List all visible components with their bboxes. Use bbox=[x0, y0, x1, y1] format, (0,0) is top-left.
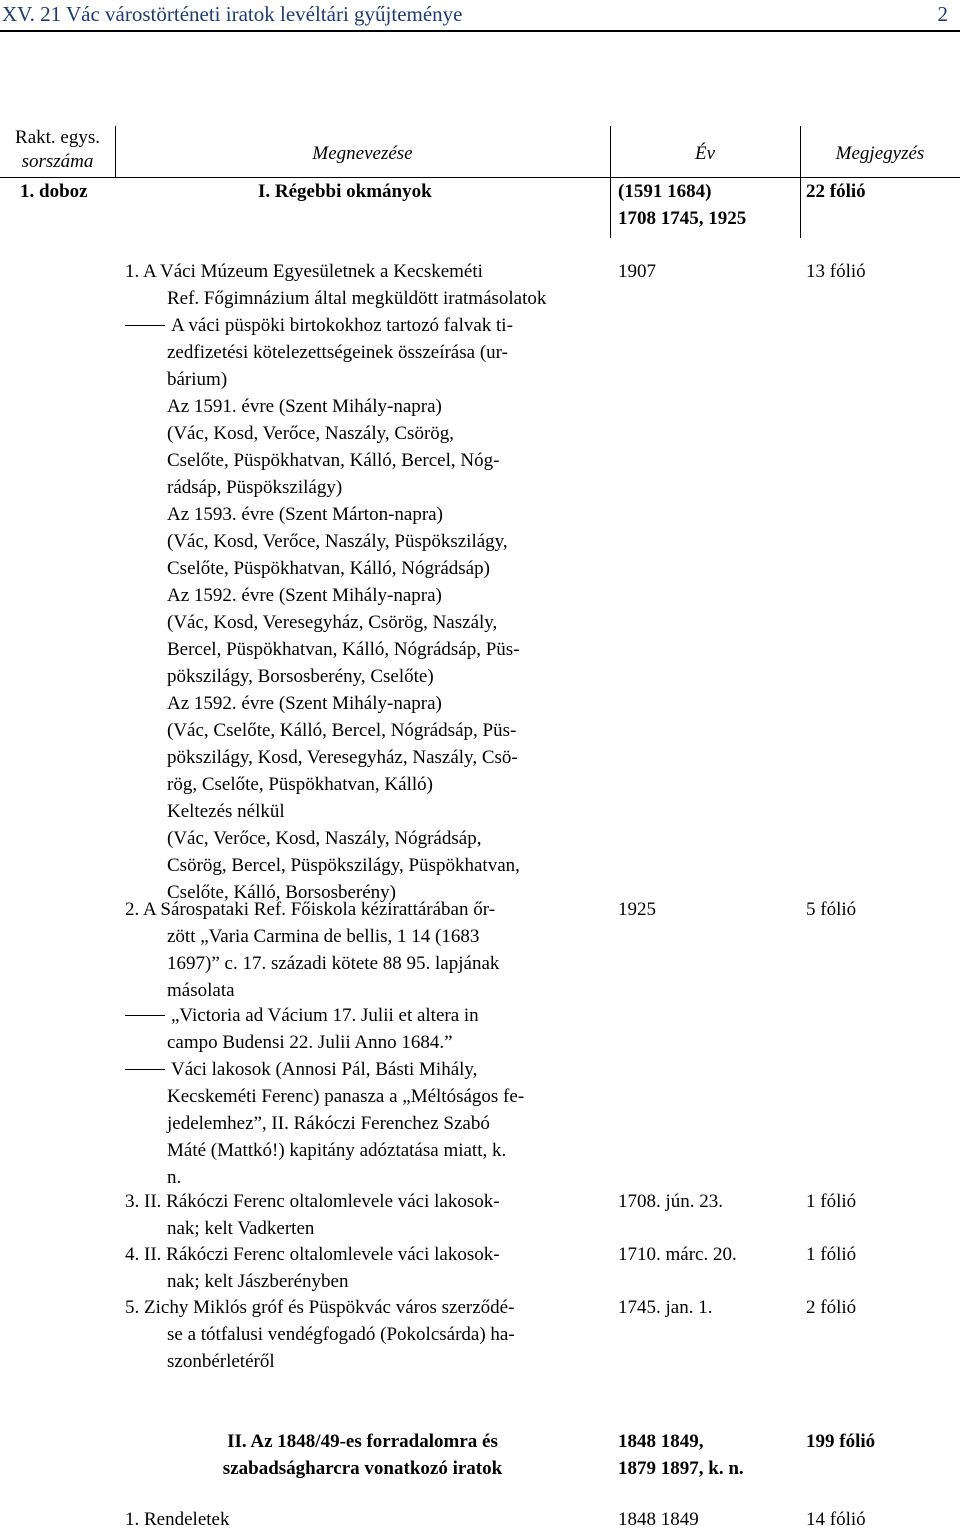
item-text-line: rádsáp, Püspökszilágy) bbox=[167, 477, 343, 498]
grid-line bbox=[115, 126, 116, 178]
item-note: 2 fólió bbox=[806, 1297, 857, 1318]
item-text-line: 1. A Váci Múzeum Egyesületnek a Kecskeméti bbox=[125, 261, 483, 282]
item-text-line: Az 1592. évre (Szent Mihály-napra) bbox=[167, 693, 442, 714]
item-text-line: Ref. Főgimnázium által megküldött iratmásolatok bbox=[167, 288, 547, 309]
col-header-unit-line1: Rakt. egys. bbox=[15, 127, 100, 148]
item-year: 1710. márc. 20. bbox=[618, 1244, 737, 1265]
section-title-line1: II. Az 1848/49-es forradalomra és bbox=[227, 1431, 498, 1452]
item-year: 1708. jún. 23. bbox=[618, 1191, 724, 1212]
item-note: 5 fólió bbox=[806, 899, 857, 920]
section-years-line2: 1879 1897, k. n. bbox=[618, 1458, 744, 1479]
item-text-line: Máté (Mattkó!) kapitány adóztatása miatt, k. bbox=[167, 1140, 507, 1161]
document-header-title: XV. 21 Vác várostörténeti iratok levéltári gyűjteménye bbox=[2, 2, 463, 26]
section-years-line2: 1708 1745, 1925 bbox=[618, 208, 747, 229]
grid-line bbox=[800, 126, 801, 238]
item-text-line: Cselőte, Kálló, Borsosberény) bbox=[167, 882, 397, 903]
header-rule bbox=[0, 30, 960, 32]
item-year: 1745. jan. 1. bbox=[618, 1297, 713, 1318]
section-note: 22 fólió bbox=[806, 181, 866, 202]
item-text-line: campo Budensi 22. Julii Anno 1684.” bbox=[167, 1032, 453, 1053]
item-text-line: zedfizetési kötelezettségeinek összeírása (ur- bbox=[167, 342, 508, 363]
item-text-line: zött „Varia Carmina de bellis, 1 14 (1683 bbox=[167, 926, 480, 947]
item-text-line: nak; kelt Jászberényben bbox=[167, 1271, 349, 1292]
item-text-line: rög, Cselőte, Püspökhatvan, Kálló) bbox=[167, 774, 433, 795]
item-text-line: 1697)” c. 17. századi kötete 88 95. lapjának bbox=[167, 953, 500, 974]
dash-marker bbox=[125, 1069, 165, 1070]
item-text-line: (Vác, Kosd, Verőce, Naszály, Csörög, bbox=[167, 423, 455, 444]
section-title-line2: szabadságharcra vonatkozó iratok bbox=[222, 1458, 503, 1479]
item-note: 1 fólió bbox=[806, 1191, 857, 1212]
item-text-line: másolata bbox=[167, 980, 235, 1001]
item-text-line: Az 1591. évre (Szent Mihály-napra) bbox=[167, 396, 442, 417]
section-title: I. Régebbi okmányok bbox=[258, 181, 432, 202]
item-text-line: 2. A Sárospataki Ref. Főiskola kézirattárában őr- bbox=[125, 899, 496, 920]
item-year: 1925 bbox=[618, 899, 656, 920]
col-header-note: Megjegyzés bbox=[835, 143, 925, 164]
item-text-line: (Vác, Kosd, Veresegyház, Csörög, Naszály, bbox=[167, 612, 498, 633]
item-year: 1907 bbox=[618, 261, 656, 282]
item-text-line: n. bbox=[167, 1167, 182, 1188]
item-text-line: szonbérletéről bbox=[167, 1351, 275, 1372]
item-text-line: Keltezés nélkül bbox=[167, 801, 285, 822]
item-text-line: pökszilágy, Kosd, Veresegyház, Naszály, Csö- bbox=[167, 747, 518, 768]
col-header-year: Év bbox=[694, 143, 716, 164]
item-text-line: Az 1593. évre (Szent Márton-napra) bbox=[167, 504, 443, 525]
item-note: 14 fólió bbox=[806, 1509, 866, 1530]
item-text-line: se a tótfalusi vendégfogadó (Pokolcsárda) ha- bbox=[167, 1324, 515, 1345]
col-header-unit-line2: sorszáma bbox=[21, 151, 94, 172]
item-text-line: (Vác, Kosd, Verőce, Naszály, Püspökszilágy, bbox=[167, 531, 508, 552]
item-text-line: „Victoria ad Vácium 17. Julii et altera in bbox=[171, 1005, 479, 1026]
item-note: 13 fólió bbox=[806, 261, 866, 282]
item-text-line: 4. II. Rákóczi Ferenc oltalomlevele váci lakosok- bbox=[125, 1244, 500, 1265]
item-text-line: Az 1592. évre (Szent Mihály-napra) bbox=[167, 585, 442, 606]
item-text-line: Váci lakosok (Annosi Pál, Básti Mihály, bbox=[171, 1059, 478, 1080]
item-note: 1 fólió bbox=[806, 1244, 857, 1265]
col-header-name: Megnevezése bbox=[312, 143, 413, 164]
item-text-line: jedelemhez”, II. Rákóczi Ferenchez Szabó bbox=[167, 1113, 490, 1134]
item-text-line: Csörög, Bercel, Püspökszilágy, Püspökhatvan, bbox=[167, 855, 520, 876]
item-text-line: Bercel, Püspökhatvan, Kálló, Nógrádsáp, Püs- bbox=[167, 639, 520, 660]
item-text-line: (Vác, Cselőte, Kálló, Bercel, Nógrádsáp, Püs- bbox=[167, 720, 517, 741]
section-note: 199 fólió bbox=[806, 1431, 876, 1452]
page-number: 2 bbox=[937, 2, 948, 26]
item-text-line: Kecskeméti Ferenc) panasza a „Méltóságos fe- bbox=[167, 1086, 525, 1107]
item-text-line: A váci püspöki birtokokhoz tartozó falvak ti- bbox=[171, 315, 513, 336]
item-text-line: (Vác, Verőce, Kosd, Naszály, Nógrádsáp, bbox=[167, 828, 482, 849]
section-years-line1: 1848 1849, bbox=[618, 1431, 704, 1452]
item-text-line: Cselőte, Püspökhatvan, Kálló, Nógrádsáp) bbox=[167, 558, 490, 579]
section-years-line1: (1591 1684) bbox=[618, 181, 712, 202]
item-text-line: pökszilágy, Borsosberény, Cselőte) bbox=[167, 666, 434, 687]
item-text-line: 1. Rendeletek bbox=[125, 1509, 230, 1530]
item-text-line: Cselőte, Püspökhatvan, Kálló, Bercel, Nóg- bbox=[167, 450, 500, 471]
item-year: 1848 1849 bbox=[618, 1509, 699, 1530]
item-text-line: 3. II. Rákóczi Ferenc oltalomlevele váci lakosok- bbox=[125, 1191, 500, 1212]
section-unit: 1. doboz bbox=[20, 181, 88, 202]
item-text-line: 5. Zichy Miklós gróf és Püspökvác város szerződé- bbox=[125, 1297, 515, 1318]
dash-marker bbox=[125, 325, 165, 326]
grid-line bbox=[610, 126, 611, 238]
item-sublist bbox=[167, 339, 520, 906]
dash-marker bbox=[125, 1015, 165, 1016]
item-text-line: nak; kelt Vadkerten bbox=[167, 1218, 315, 1239]
item-text-line: bárium) bbox=[167, 369, 228, 390]
